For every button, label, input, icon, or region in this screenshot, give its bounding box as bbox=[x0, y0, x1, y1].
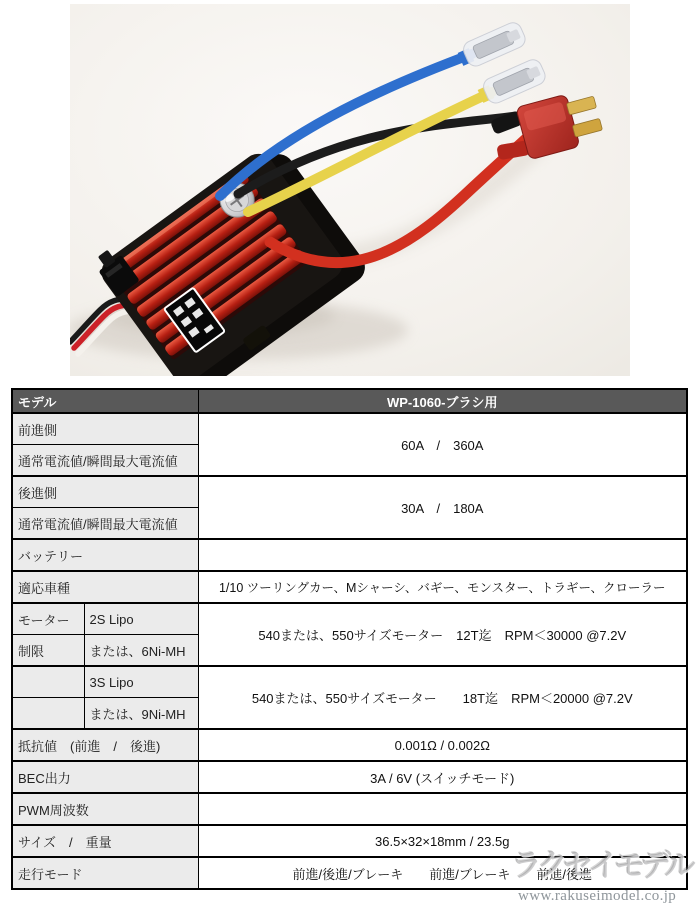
watermark-url: www.rakuseimodel.co.jp bbox=[518, 888, 677, 904]
table-row bbox=[12, 571, 687, 603]
spec-table bbox=[11, 388, 688, 890]
label-resistance: 抵抗値 (前進 / 後進) bbox=[12, 729, 198, 761]
table-header-row bbox=[12, 389, 687, 413]
table-row bbox=[12, 413, 687, 445]
table-row bbox=[12, 761, 687, 793]
label-motor: モーター bbox=[12, 603, 84, 635]
label-vehicle-types: 適応車種 bbox=[12, 571, 198, 603]
table-row bbox=[12, 793, 687, 825]
value-battery bbox=[198, 539, 687, 571]
label-empty bbox=[12, 698, 84, 730]
table-row bbox=[12, 666, 687, 698]
value-pwm-frequency bbox=[198, 793, 687, 825]
label-pwm-frequency: PWM周波数 bbox=[12, 793, 198, 825]
table-row bbox=[12, 539, 687, 571]
label-forward-current: 通常電流値/瞬間最大電流値 bbox=[12, 445, 198, 477]
label-size-weight: サイズ / 重量 bbox=[12, 825, 198, 857]
value-bec-output: 3A / 6V (スイッチモード) bbox=[198, 761, 687, 793]
value-resistance: 0.001Ω / 0.002Ω bbox=[198, 729, 687, 761]
value-forward-current: 60A / 360A bbox=[198, 413, 687, 476]
watermark-logo: ラクセイモデル bbox=[511, 848, 691, 883]
label-9nimh: または、9Ni-MH bbox=[84, 698, 198, 730]
header-model-label: モデル bbox=[12, 389, 198, 413]
label-forward-side: 前進側 bbox=[12, 413, 198, 445]
header-model-value: WP-1060-ブラシ用 bbox=[198, 389, 687, 413]
label-drive-modes: 走行モード bbox=[12, 857, 198, 889]
value-motor-limit-3s: 540または、550サイズモーター 18T迄 RPM＜20000 @7.2V bbox=[198, 666, 687, 729]
label-empty bbox=[12, 666, 84, 698]
label-reverse-side: 後進側 bbox=[12, 476, 198, 508]
table-row bbox=[12, 476, 687, 508]
product-photo bbox=[70, 4, 630, 376]
label-3s-lipo: 3S Lipo bbox=[84, 666, 198, 698]
value-motor-limit-2s: 540または、550サイズモーター 12T迄 RPM＜30000 @7.2V bbox=[198, 603, 687, 666]
label-bec-output: BEC出力 bbox=[12, 761, 198, 793]
table-row bbox=[12, 729, 687, 761]
value-size-weight: 36.5×32×18mm / 23.5g bbox=[198, 825, 687, 857]
value-drive-modes: 前進/後進/ブレーキ 前進/ブレーキ 前進/後進 bbox=[198, 857, 687, 889]
value-reverse-current: 30A / 180A bbox=[198, 476, 687, 539]
label-limit: 制限 bbox=[12, 635, 84, 667]
label-2s-lipo: 2S Lipo bbox=[84, 603, 198, 635]
table-row bbox=[12, 603, 687, 635]
label-6nimh: または、6Ni-MH bbox=[84, 635, 198, 667]
label-reverse-current: 通常電流値/瞬間最大電流値 bbox=[12, 508, 198, 540]
value-vehicle-types: 1/10 ツーリングカー、Mシャーシ、バギー、モンスター、トラギー、クローラー bbox=[198, 571, 687, 603]
label-battery: バッテリー bbox=[12, 539, 198, 571]
esc-illustration bbox=[70, 4, 630, 376]
